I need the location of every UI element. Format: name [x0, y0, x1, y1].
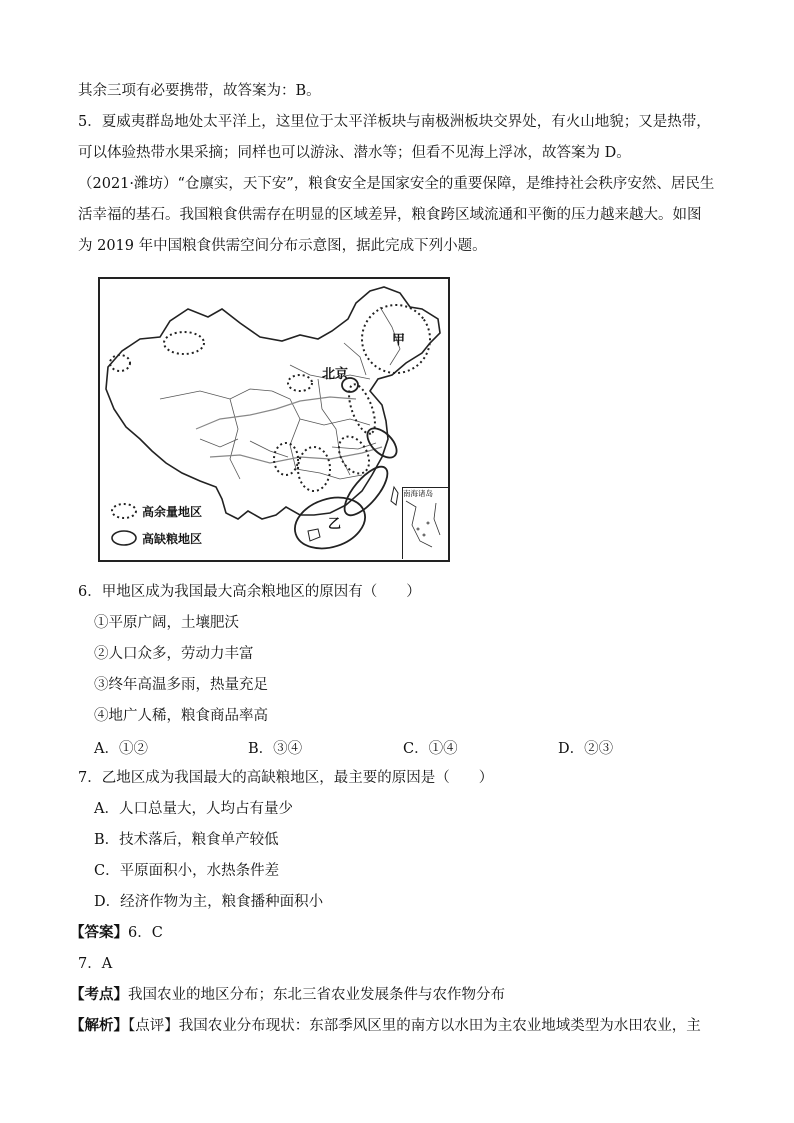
topic-tag: 【考点】 — [70, 986, 128, 1003]
legend-surplus-icon — [112, 504, 136, 518]
q7-option-c[interactable]: C．平原面积小，水热条件差 — [94, 863, 280, 879]
text-line-5: 活幸福的基石。我国粮食供需存在明显的区域差异，粮食跨区域流通和平衡的压力越来越大。如图 — [78, 207, 702, 223]
province-borders — [160, 307, 400, 479]
topic-line — [70, 985, 505, 1005]
q6-item-4: ④地广人稀，粮食商品率高 — [94, 708, 268, 724]
answer-line — [70, 923, 163, 943]
q6-option-b[interactable]: B．③④ — [248, 741, 303, 757]
analysis-line — [70, 1016, 701, 1036]
q6-options — [94, 737, 754, 757]
q6-option-d[interactable]: D．②③ — [558, 741, 614, 757]
text-line-4: （2021·潍坊）“仓廪实，天下安”，粮食安全是国家安全的重要保障，是维持社会秩序安然、居民生 — [78, 176, 715, 192]
q6-option-a[interactable]: A．①② — [94, 741, 148, 757]
text-line-2: 5．夏威夷群岛地处太平洋上，这里位于太平洋板块与南极洲板块交界处，有火山地貌；又是热带， — [78, 114, 711, 130]
q6-item-3: ③终年高温多雨，热量充足 — [94, 677, 268, 693]
legend-surplus-label: 高余量地区 — [142, 505, 203, 519]
q6-item-1: ①平原广阔，土壤肥沃 — [94, 615, 239, 631]
q6-stem: 6．甲地区成为我国最大高余粮地区的原因有（ ） — [78, 584, 421, 600]
legend-deficit-icon — [112, 531, 136, 545]
text-line-3: 可以体验热带水果采摘；同样也可以游泳、潜水等；但看不见海上浮冰，故答案为 D。 — [78, 145, 631, 161]
q7-option-d[interactable]: D．经济作物为主，粮食播种面积小 — [94, 894, 324, 910]
text-line-1: 其余三项有必要携带，故答案为：B。 — [78, 83, 321, 99]
yi-label: 乙 — [328, 517, 342, 532]
text-line-6: 为 2019 年中国粮食供需空间分布示意图，据此完成下列小题。 — [78, 238, 487, 254]
china-outline — [106, 287, 440, 519]
rivers — [196, 397, 382, 463]
q7-option-b[interactable]: B．技术落后，粮食单产较低 — [94, 832, 279, 848]
q6-option-c[interactable]: C．①④ — [403, 741, 458, 757]
analysis-tag: 【解析】 — [70, 1017, 128, 1034]
analysis-text: 我国农业分布现状：东部季风区里的南方以水田为主农业地域类型为水田农业，主 — [178, 1018, 701, 1034]
answer-7: 7．A — [78, 956, 113, 972]
answer-6: 6．C — [128, 925, 163, 941]
topic-text: 我国农业的地区分布；东北三省农业发展条件与农作物分布 — [128, 987, 505, 1003]
review-tag: 【点评】 — [128, 1018, 179, 1034]
hainan — [308, 529, 320, 541]
answer-tag: 【答案】 — [70, 924, 128, 941]
south-sea-islands-label: 南海诸岛 — [403, 489, 433, 498]
deficit-regions — [288, 378, 401, 557]
jia-label: 甲 — [392, 333, 406, 348]
q6-item-2: ②人口众多，劳动力丰富 — [94, 646, 254, 662]
china-grain-map — [98, 277, 450, 562]
beijing-label: 北京 — [322, 367, 349, 382]
q7-option-a[interactable]: A．人口总量大，人均占有量少 — [94, 801, 293, 817]
legend-deficit-label: 高缺粮地区 — [142, 532, 203, 546]
q7-stem: 7．乙地区成为我国最大的高缺粮地区，最主要的原因是（ ） — [78, 770, 494, 786]
taiwan — [391, 487, 398, 505]
